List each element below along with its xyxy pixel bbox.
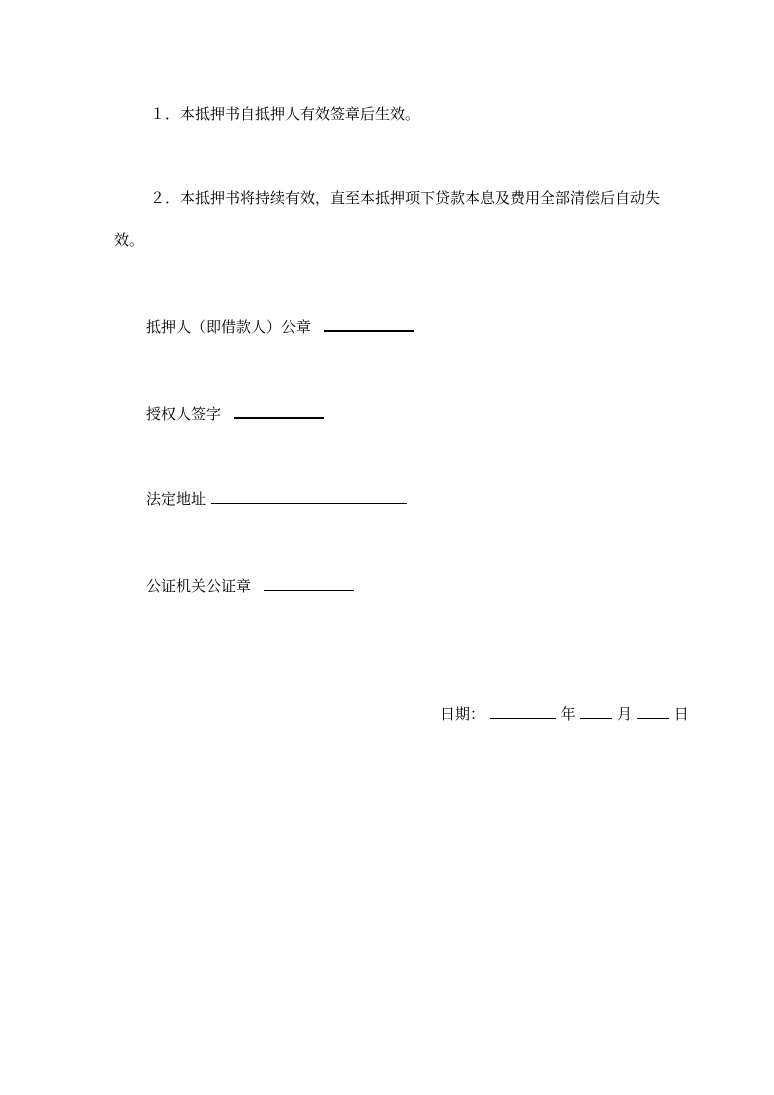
authorized-signature-row xyxy=(146,403,324,424)
date-month-blank[interactable] xyxy=(580,704,612,719)
clause-1 xyxy=(150,104,420,124)
date-year-label: 年 xyxy=(560,705,576,723)
clause-2-line-1 xyxy=(150,188,660,208)
mortgagor-seal-row xyxy=(146,316,414,337)
date-label: 日期： xyxy=(440,705,486,723)
notary-seal-label: 公证机关公证章 xyxy=(146,577,252,595)
date-day-label: 日 xyxy=(673,705,689,723)
date-month-label: 月 xyxy=(617,705,633,723)
legal-address-row xyxy=(146,489,407,509)
mortgagor-seal-label: 抵押人（即借款人）公章 xyxy=(146,318,312,336)
date-year-blank[interactable] xyxy=(490,704,556,719)
clause-1-text: １．本抵押书自抵押人有效签章后生效。 xyxy=(150,105,421,123)
legal-address-blank[interactable] xyxy=(211,489,407,504)
mortgagor-seal-blank[interactable] xyxy=(324,316,414,332)
notary-seal-blank[interactable] xyxy=(264,576,354,591)
authorized-signature-blank[interactable] xyxy=(234,403,324,419)
clause-2-line-2 xyxy=(114,230,144,250)
clause-2-text: ２．本抵押书将持续有效，直至本抵押项下贷款本息及费用全部清偿后自动失 xyxy=(150,189,661,207)
date-day-blank[interactable] xyxy=(637,704,669,719)
authorized-signature-label: 授权人签字 xyxy=(146,405,222,423)
notary-seal-row xyxy=(146,576,354,596)
clause-2-text-continued: 效。 xyxy=(114,231,145,249)
date-row xyxy=(440,704,689,724)
legal-address-label: 法定地址 xyxy=(146,490,207,508)
